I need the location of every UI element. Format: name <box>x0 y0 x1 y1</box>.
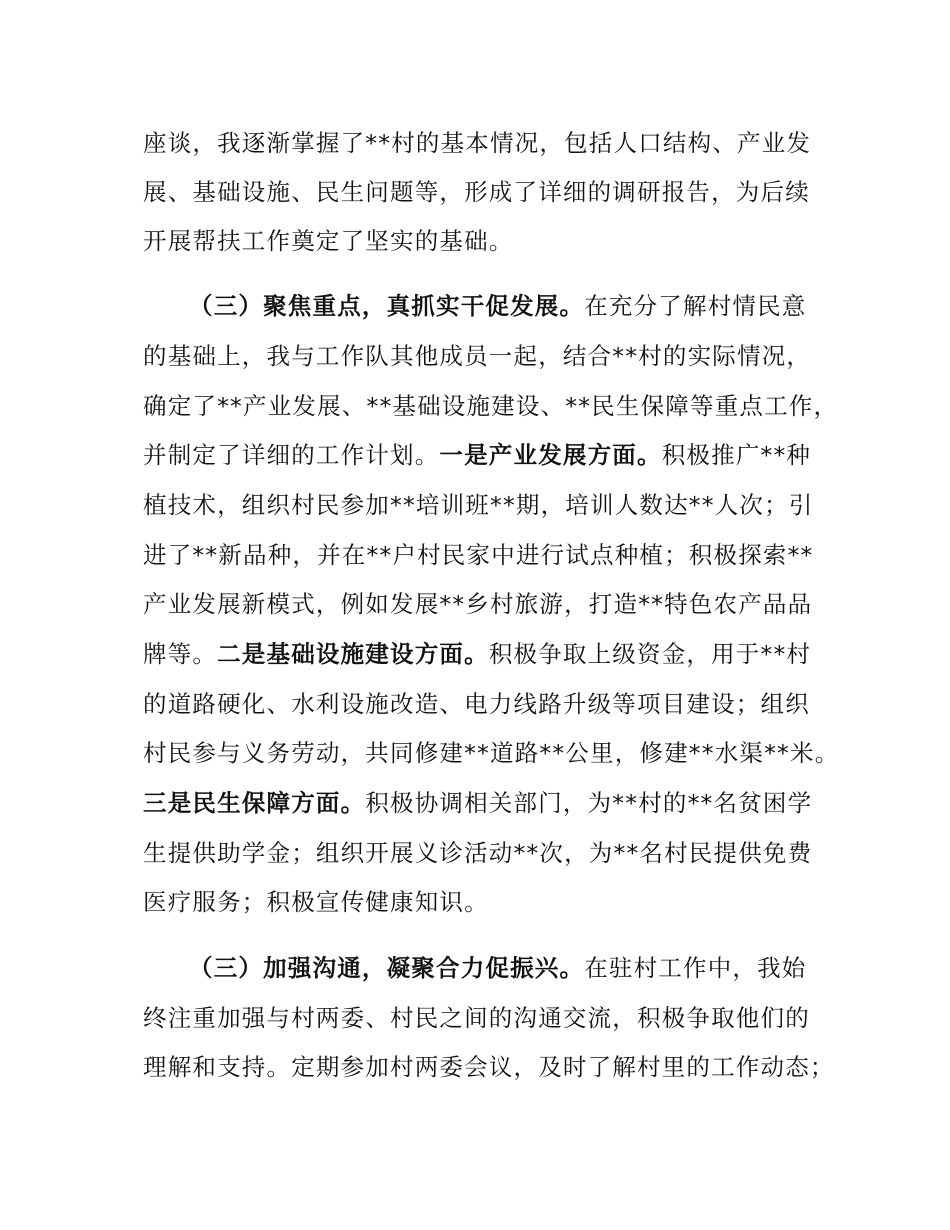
subheading-inline: 三是民生保障方面。 <box>143 789 366 817</box>
subheading-inline: 二是基础设施建设方面。 <box>217 640 489 668</box>
paragraph-line: 确定了**产业发展、**基础设施建设、**民生保障等重点工作， <box>143 392 839 420</box>
paragraph-text: 积极协调相关部门，为**村的**名贫困学 <box>365 789 813 817</box>
paragraph-line: 产业发展新模式，例如发展**乡村旅游，打造**特色农产品品 <box>143 590 813 618</box>
section-heading: （三）聚焦重点，真抓实干促发展。 <box>189 292 585 320</box>
paragraph-line: 的道路硬化、水利设施改造、电力线路升级等项目建设；组织 <box>143 690 810 718</box>
paragraph-line <box>143 638 811 670</box>
section-heading: （三）加强沟通，凝聚合力促振兴。 <box>189 954 585 982</box>
paragraph-text: 在充分了解村情民意 <box>584 292 807 320</box>
paragraph-line: 医疗服务；积极宣传健康知识。 <box>143 888 489 916</box>
paragraph-line <box>143 787 812 819</box>
paragraph-first-line <box>189 290 807 322</box>
paragraph-line: 村民参与义务劳动，共同修建**道路**公里，修建**水渠**米。 <box>143 739 840 767</box>
paragraph-line: 植技术，组织村民参加**培训班**期，培训人数达**人次；引 <box>143 491 814 519</box>
subheading-inline: 一是产业发展方面。 <box>439 441 662 469</box>
paragraph-text: 并制定了详细的工作计划。 <box>143 441 440 469</box>
paragraph-text: 积极争取上级资金，用于**村 <box>488 640 812 668</box>
paragraph-line: 进了**新品种，并在**户村民家中进行试点种植；积极探索** <box>143 541 814 569</box>
paragraph-text: 积极推广**种 <box>661 441 812 469</box>
paragraph-text: 在驻村工作中，我始 <box>584 954 807 982</box>
paragraph-line: 理解和支持。定期参加村两委会议，及时了解村里的工作动态； <box>143 1053 835 1081</box>
paragraph-line: 座谈，我逐渐掌握了**村的基本情况，包括人口结构、产业发 <box>143 129 812 157</box>
paragraph-line: 展、基础设施、民生问题等，形成了详细的调研报告，为后续 <box>143 178 810 206</box>
paragraph-line: 的基础上，我与工作队其他成员一起，结合**村的实际情况， <box>143 342 812 370</box>
paragraph-line: 开展帮扶工作奠定了坚实的基础。 <box>143 227 514 255</box>
paragraph-text: 牌等。 <box>143 640 218 668</box>
paragraph-line: 终注重加强与村两委、村民之间的沟通交流，积极争取他们的 <box>143 1004 810 1032</box>
paragraph-first-line <box>189 952 807 984</box>
paragraph-line: 生提供助学金；组织开展义诊活动**次，为**名村民提供免费 <box>143 839 813 867</box>
paragraph-line <box>143 439 811 471</box>
